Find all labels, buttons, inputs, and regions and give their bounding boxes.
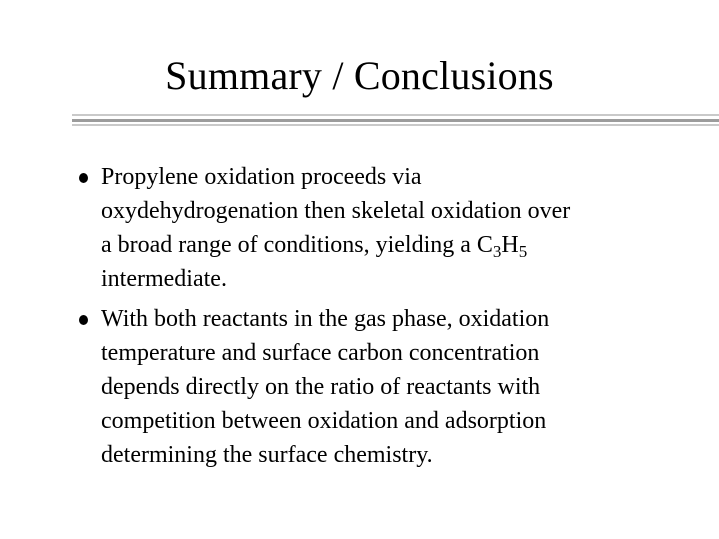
bullet-line: temperature and surface carbon concentration: [101, 340, 540, 366]
title-divider-middle: [72, 119, 719, 122]
bullet-line: Propylene oxidation proceeds via: [101, 164, 422, 190]
bullet-line: With both reactants in the gas phase, oxidation: [101, 306, 550, 332]
bullet-line: competition between oxidation and adsorption: [101, 408, 547, 434]
bullet-line-formula: [101, 228, 701, 262]
formula-hydrogen: H: [501, 232, 519, 258]
bullet-dot-icon: [79, 315, 88, 325]
slide-title: Summary / Conclusions: [165, 53, 554, 98]
bullet-line: determining the surface chemistry.: [101, 442, 433, 468]
bullet-line: oxydehydrogenation then skeletal oxidation over: [101, 198, 571, 224]
formula-subscript-hydrogen: 5: [518, 242, 528, 261]
bullet-text: [101, 160, 701, 296]
title-divider-top: [72, 114, 719, 116]
formula-subscript-carbon: 3: [492, 242, 502, 261]
title-divider-bottom: [72, 124, 719, 126]
formula-prefix: a broad range of conditions, yielding a C: [101, 232, 493, 258]
bullet-text: [101, 302, 701, 472]
bullet-dot-icon: [79, 173, 88, 183]
bullet-line: depends directly on the ratio of reactants with: [101, 374, 541, 400]
bullet-line: intermediate.: [101, 266, 227, 292]
